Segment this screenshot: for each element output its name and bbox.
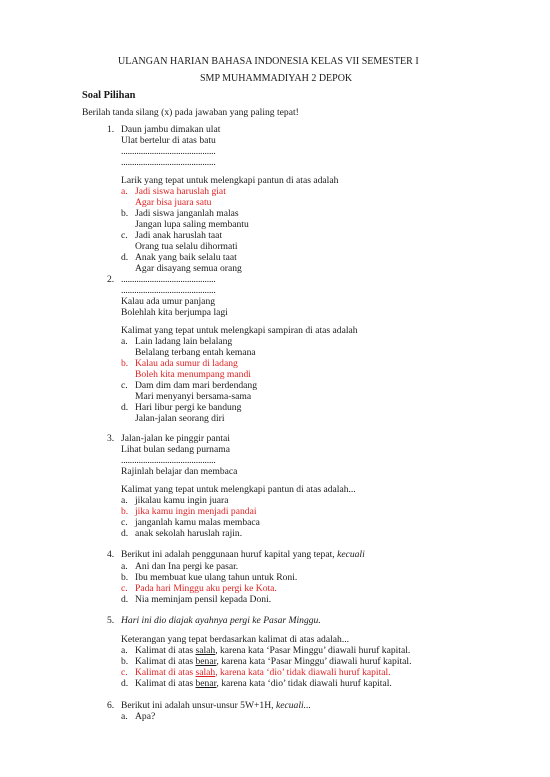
question-prompt xyxy=(121,549,365,560)
underlined-word: benar xyxy=(195,656,217,667)
blank-line: ........................................... xyxy=(121,274,216,285)
option-text xyxy=(135,678,392,689)
question-prompt: Larik yang tepat untuk melengkapi pantun di atas adalah xyxy=(121,175,339,186)
option-letter: c. xyxy=(121,517,128,528)
option-letter: b. xyxy=(121,208,129,219)
question-prompt: Keterangan yang tepat berdasarkan kalimat di atas adalah... xyxy=(121,634,350,645)
option-text: Orang tua selalu dihormati xyxy=(135,241,238,252)
question-number: 2. xyxy=(107,274,115,285)
option-letter: d. xyxy=(121,678,129,689)
option-text: Nia meminjam pensil kepada Doni. xyxy=(135,594,272,605)
option-text: Kalau ada sumur di ladang xyxy=(135,358,238,369)
option-letter: d. xyxy=(121,252,129,263)
option-letter: a. xyxy=(121,186,128,197)
option-text-part: , karena kata ‘dio’ tidak diawali huruf kapital. xyxy=(215,667,391,678)
blank-line: ........................................... xyxy=(121,146,216,157)
question-number: 6. xyxy=(107,700,115,711)
prompt-emphasis: kecuali... xyxy=(275,700,311,711)
option-text: Jalan-jalan seorang diri xyxy=(135,413,225,424)
underlined-word: benar xyxy=(195,678,217,689)
option-text: Lain ladang lain belalang xyxy=(135,336,233,347)
option-text-part: Kalimat di atas xyxy=(135,656,196,667)
option-text: Agar bisa juara satu xyxy=(135,197,212,208)
option-letter: a. xyxy=(121,495,128,506)
option-text: anak sekolah haruslah rajin. xyxy=(135,528,243,539)
option-text xyxy=(135,667,391,678)
pantun-line: Ulat bertelur di atas batu xyxy=(121,135,216,146)
option-text: Anak yang baik selalu taat xyxy=(135,252,237,263)
option-text: Apa? xyxy=(135,711,156,722)
school-name: SMP MUHAMMADIYAH 2 DEPOK xyxy=(200,73,353,84)
blank-line: ........................................... xyxy=(121,285,216,296)
pantun-line: Kalau ada umur panjang xyxy=(121,296,216,307)
option-letter: c. xyxy=(121,583,128,594)
option-text: Jadi anak haruslah taat xyxy=(135,230,223,241)
option-text xyxy=(135,645,410,656)
question-number: 5. xyxy=(107,615,115,626)
instruction: Berilah tanda silang (x) pada jawaban yang paling tepat! xyxy=(82,107,299,118)
option-text: jikalau kamu ingin juara xyxy=(135,495,229,506)
pantun-line: Rajinlah belajar dan membaca xyxy=(121,466,238,477)
option-letter: c. xyxy=(121,380,128,391)
option-text: Hari libur pergi ke bandung xyxy=(135,402,242,413)
option-letter: d. xyxy=(121,402,129,413)
prompt-emphasis: kecuali xyxy=(337,549,365,560)
option-text-part: , karena kata ‘dio’ tidak diawali huruf kapital. xyxy=(216,678,392,689)
blank-line: ........................................... xyxy=(121,157,216,168)
option-text-part: Kalimat di atas xyxy=(135,645,196,656)
option-letter: c. xyxy=(121,230,128,241)
question-number: 1. xyxy=(107,124,115,135)
option-text-part: , karena kata ‘Pasar Minggu’ diawali huruf kapital. xyxy=(216,656,412,667)
option-text: Pada hari Minggu aku pergi ke Kota. xyxy=(135,583,277,594)
option-letter: b. xyxy=(121,656,129,667)
prompt-text: Berikut ini adalah unsur-unsur 5W+1H, xyxy=(121,700,276,711)
option-text: janganlah kamu malas membaca xyxy=(135,517,260,528)
option-text: Ibu membuat kue ulang tahun untuk Roni. xyxy=(135,572,298,583)
option-letter: b. xyxy=(121,506,129,517)
option-letter: a. xyxy=(121,336,128,347)
option-text: Belalang terbang entah kemana xyxy=(135,347,256,358)
option-text-part: Kalimat di atas xyxy=(135,667,196,678)
option-text: jika kamu ingin menjadi pandai xyxy=(135,506,257,517)
underlined-word: salah xyxy=(195,645,216,656)
question-prompt: Kalimat yang tepat untuk melengkapi sampiran di atas adalah xyxy=(121,325,358,336)
option-text: Jadi siswa haruslah giat xyxy=(135,186,226,197)
pantun-line: Lihat bulan sedang purnama xyxy=(121,444,230,455)
pantun-line: Bolehlah kita berjumpa lagi xyxy=(121,307,228,318)
option-text: Boleh kita menumpang mandi xyxy=(135,369,251,380)
prompt-text: Berikut ini adalah penggunaan huruf kapital yang tepat, xyxy=(121,549,338,560)
option-text: Dam dim dam mari berdendang xyxy=(135,380,258,391)
option-text-part: , karena kata ‘Pasar Minggu’ diawali huruf kapital. xyxy=(215,645,411,656)
option-letter: a. xyxy=(121,711,128,722)
option-text: Ani dan Ina pergi ke pasar. xyxy=(135,561,239,572)
document-title: ULANGAN HARIAN BAHASA INDONESIA KELAS VII SEMESTER I xyxy=(118,56,419,67)
pantun-line: Daun jambu dimakan ulat xyxy=(121,124,221,135)
underlined-word: salah xyxy=(195,667,216,678)
option-letter: a. xyxy=(121,561,128,572)
option-letter: d. xyxy=(121,528,129,539)
option-text: Jadi siswa janganlah malas xyxy=(135,208,239,219)
question-number: 3. xyxy=(107,433,115,444)
option-letter: c. xyxy=(121,667,128,678)
question-prompt xyxy=(121,700,311,711)
option-text: Agar disayang semua orang xyxy=(135,263,242,274)
option-text: Jangan lupa saling membantu xyxy=(135,219,249,230)
question-number: 4. xyxy=(107,549,115,560)
option-text: Mari menyanyi bersama-sama xyxy=(135,391,252,402)
blank-line: ........................................... xyxy=(121,455,216,466)
option-letter: a. xyxy=(121,645,128,656)
option-letter: d. xyxy=(121,594,129,605)
option-text-part: Kalimat di atas xyxy=(135,678,196,689)
section-heading: Soal Pilihan xyxy=(82,90,136,101)
option-text xyxy=(135,656,412,667)
pantun-line: Jalan-jalan ke pinggir pantai xyxy=(121,433,230,444)
option-letter: b. xyxy=(121,358,129,369)
statement-sentence: Hari ini dio diajak ayahnya pergi ke Pasar Minggu. xyxy=(121,615,321,626)
option-letter: b. xyxy=(121,572,129,583)
question-prompt: Kalimat yang tepat untuk melengkapi pantun di atas adalah... xyxy=(121,484,356,495)
